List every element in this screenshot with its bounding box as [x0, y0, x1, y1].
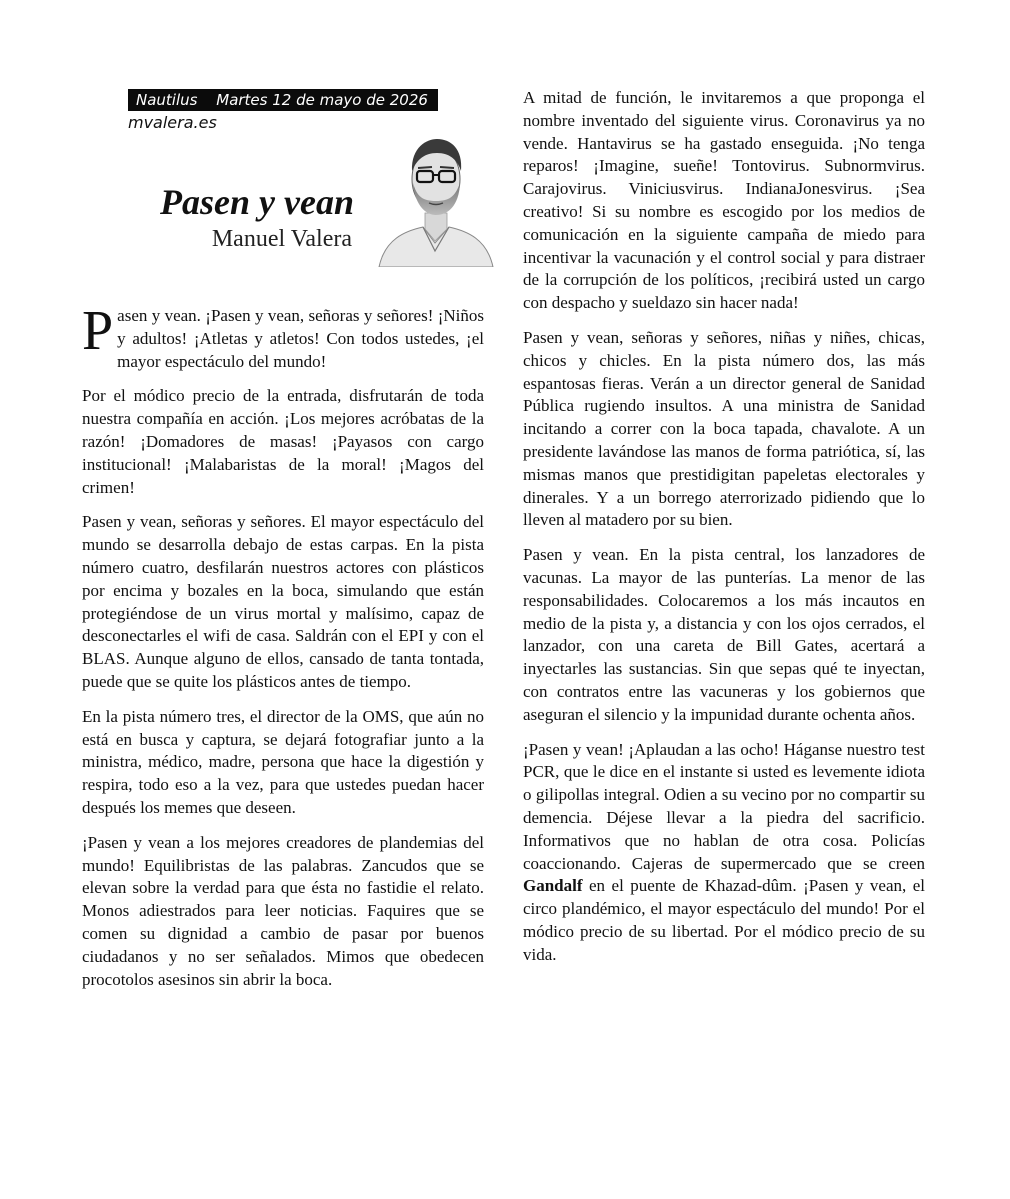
paragraph — [82, 300, 484, 373]
paragraph-text: asen y vean. ¡Pasen y vean, señoras y señores! ¡Niños y adultos! ¡Atletas y atletos! Con todos ustedes, ¡el mayor espectáculo del mundo! — [117, 306, 484, 371]
paragraph-text: en el puente de Khazad-dûm. ¡Pasen y vean, el circo plandémico, el mayor espectáculo del mundo! Por el módico precio de su libertad. Por el módico precio de su vida. — [523, 876, 926, 964]
paragraph: Pasen y vean. En la pista central, los lanzadores de vacunas. La mayor de las punterías. La menor de las responsabilidades. Colocaremos a los más incautos en medio de la pista y, a distancia y con los ojos cerrados, el lanzador, con una careta de Bill Gates, acertará a inyectarles las sustancias. Sin que sepas qué te inyectan, con contratos entre las vacuneras y los gobiernos que aseguran el silencio y la impunidad durante ochenta años. — [523, 545, 925, 724]
drop-cap: P — [82, 300, 114, 362]
paragraph: Pasen y vean, señoras y señores. El mayor espectáculo del mundo se desarrolla debajo de estas carpas. En la pista número cuatro, desfilarán nuestros actores con plásticos por encima y bozales en la boca, simulando que están protegiéndose de un virus mortal y malísimo, capaz de desconectarles el wifi de casa. Saldrán con el EPI y con el BLAS. Aunque alguno de ellos, cansado de tanta tontada, puede que se quite los plásticos antes de tiempo. — [82, 512, 484, 691]
paragraph: Por el módico precio de la entrada, disfrutarán de toda nuestra compañía en acción. ¡Los mejores acróbatas de la razón! ¡Domadores de masas! ¡Payasos con cargo institucional! ¡Malabaristas de la moral! ¡Magos del crimen! — [82, 386, 484, 497]
author-portrait — [375, 127, 495, 267]
paragraph: En la pista número tres, el director de la OMS, que aún no está en busca y captura, se dejará fotografiar junto a la ministra, médico, madre, persona que hace la digestión y respira, todo eso a la vez, para que ustedes puedan hacer después los memes que deseen. — [82, 706, 484, 817]
publication-date: Martes 12 de mayo de 2026 — [216, 91, 428, 109]
bold-name: Gandalf — [523, 876, 583, 896]
paragraph — [523, 739, 925, 967]
article-column-right — [523, 87, 925, 978]
paragraph: ¡Pasen y vean a los mejores creadores de plandemias del mundo! Equilibristas de las palabras. Zancudos que se elevan sobre la verdad para que ésta no fastidie el relato. Monos adiestrados para leer noticias. Faquires que se comen su dignidad a cambio de pasar por buenos ciudadanos y no ser señalados. Mimos que obedecen procotolos asesinos sin abrir la boca. — [82, 832, 484, 989]
author-website: mvalera.es — [128, 113, 217, 132]
paragraph: Pasen y vean, señoras y señores, niñas y niñes, chicas, chicos y chicles. En la pista número dos, las más espantosas fieras. Verán a un director general de Sanidad Pública rugiendo insultos. A una ministra de Sanidad incitando a correr con la boca tapada, chavalote. A un presidente lavándose las manos de forma patriótica, sí, las mismas manos que prestidigitan papeletas electorales y dinerales. Y a un borrego aterrorizado pidiendo que lo lleven al matadero por su bien. — [523, 327, 925, 530]
paragraph-text: ¡Pasen y vean! ¡Aplaudan a las ocho! Háganse nuestro test PCR, que le dice en el instante si usted es levemente idiota o gilipollas integral. Odien a su vecino por no compartir su demencia. Déjese llevar a la piedra del sacrificio. Informativos que no hablan de otra cosa. Policías coaccionando. Cajeras de supermercado que se creen — [523, 739, 925, 873]
article-title: Pasen y vean — [160, 182, 354, 222]
masthead-bar — [128, 89, 438, 111]
article-column-left — [82, 300, 484, 1003]
article-author: Manuel Valera — [211, 226, 352, 252]
publication-name: Nautilus — [136, 91, 198, 109]
paragraph: A mitad de función, le invitaremos a que proponga el nombre inventado del siguiente virus. Coronavirus ya no vende. Hantavirus se ha gastado enseguida. ¡No tenga reparos! ¡Imagine, sueñe! Tontovirus. Subnormvirus. Carajovirus. Viniciusvirus. IndianaJonesvirus. ¡Sea creativo! Si su nombre es escogido por los medios de comunicación en la siguiente campaña de miedo para incentivar la vacunación y el control social y para distraer de la corrupción de los políticos, ¡recibirá usted un cargo con despacho y sueldazo sin hacer nada! — [523, 88, 925, 313]
